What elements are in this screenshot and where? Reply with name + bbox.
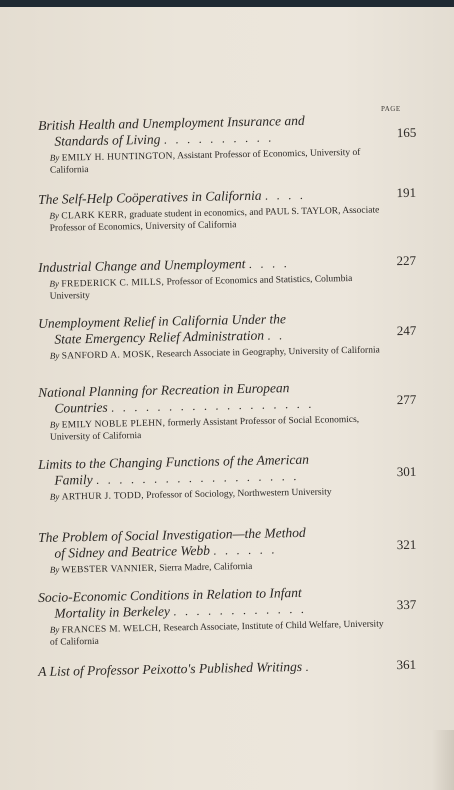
page-number: 227: [396, 252, 417, 269]
by-label: By: [49, 152, 60, 163]
entry-title-line: Unemployment Relief in California Under the: [38, 311, 287, 331]
entry-author: [39, 412, 385, 444]
page-number: 165: [396, 124, 417, 141]
leader-dots: . . . .: [264, 187, 306, 203]
page-shadow: [432, 730, 454, 790]
entry-title-text: Mortality in Berkeley: [54, 603, 171, 621]
author-name: EMILY NOBLE PLEHN,: [61, 418, 166, 431]
entry-author: [39, 145, 385, 177]
entry-title-line: British Health and Unemployment Insurance and: [38, 112, 305, 133]
entry-title-line: [38, 657, 410, 680]
entry-title-text: State Emergency Relief Administration: [54, 327, 265, 347]
author-affiliation: Professor of Sociology, Northwestern University: [146, 487, 332, 501]
author-affiliation: Sierra Madre, California: [159, 561, 253, 574]
leader-dots: .: [305, 659, 312, 674]
toc-entry: [38, 309, 417, 363]
author-affiliation: Assistant Professor of Economics, University of California: [49, 147, 361, 176]
by-label: By: [49, 278, 60, 289]
entry-title-text: A List of Professor Peixotto's Published Writings: [38, 658, 303, 679]
page-number: 301: [396, 463, 417, 480]
entry-title-text: of Sidney and Beatrice Webb: [54, 542, 211, 561]
leader-dots: . . . . . .: [213, 542, 278, 558]
leader-dots: . . . . . . . . . . . .: [173, 601, 307, 619]
entry-title-line: The Problem of Social Investigation—the Method: [38, 524, 306, 545]
page-number: 361: [396, 656, 417, 673]
by-label: By: [49, 491, 60, 502]
by-label: By: [49, 564, 60, 575]
entry-title-text: Family: [54, 471, 93, 488]
page-number: 277: [396, 391, 417, 408]
by-label: By: [49, 624, 60, 635]
toc-entry: [38, 656, 417, 680]
page-number: 337: [396, 596, 417, 613]
page-number: 321: [396, 536, 417, 553]
author-affiliation: formerly Assistant Professor of Social Economics, University of California: [49, 414, 360, 443]
author-affiliation: graduate student in economics, and PAUL S. TAYLOR, Associate Professor of Economics, University of California: [49, 205, 380, 234]
by-label: By: [49, 350, 60, 361]
leader-dots: . .: [267, 328, 285, 343]
author-name: FRANCES M. WELCH,: [61, 623, 162, 636]
entry-title-line: Socio-Economic Conditions in Relation to Infant: [38, 584, 302, 605]
author-name: WEBSTER VANNIER,: [61, 563, 157, 576]
toc-entry: [38, 184, 417, 235]
entry-author: [38, 203, 384, 235]
entry-title-text: The Self-Help Coöperatives in California: [38, 187, 262, 207]
page-column-label: PAGE: [381, 105, 401, 113]
entry-author: [38, 271, 384, 303]
toc-entry: [38, 523, 417, 577]
toc-entry: [38, 252, 417, 303]
page-number: 191: [396, 184, 417, 201]
toc-entry: [38, 583, 417, 649]
entry-author: [39, 617, 385, 649]
entry-title-text: Industrial Change and Unemployment: [38, 256, 246, 275]
author-name: FREDERICK C. MILLS,: [61, 277, 165, 290]
author-name: CLARK KERR,: [61, 210, 128, 222]
leader-dots: . . . . . . . . . .: [163, 130, 275, 147]
author-name: ARTHUR J. TODD,: [61, 490, 144, 503]
entry-title-line: Limits to the Changing Functions of the American: [38, 451, 310, 472]
by-label: By: [49, 419, 60, 430]
leader-dots: . . . . . . . . . . . . . . . . . .: [110, 396, 315, 415]
toc-entry: [38, 450, 417, 504]
top-edge: [0, 0, 454, 7]
author-name: EMILY H. HUNTINGTON,: [61, 151, 176, 164]
toc-entry: [38, 378, 417, 444]
entry-title-text: Standards of Living: [54, 131, 161, 149]
author-affiliation: Professor of Economics and Statistics, Columbia University: [49, 273, 353, 302]
entry-title-text: Countries: [54, 399, 108, 416]
leader-dots: . . . .: [248, 256, 290, 271]
entry-title-line: National Planning for Recreation in European: [38, 380, 290, 400]
author-affiliation: Research Associate, Institute of Child Welfare, University of California: [49, 619, 384, 648]
leader-dots: . . . . . . . . . . . . . . . . . .: [95, 468, 300, 487]
by-label: By: [49, 210, 60, 221]
page-number: 247: [396, 322, 417, 339]
toc-entry: [38, 111, 417, 177]
author-affiliation: Research Associate in Geography, University of California: [156, 345, 380, 360]
author-name: SANFORD A. MOSK,: [61, 349, 155, 362]
